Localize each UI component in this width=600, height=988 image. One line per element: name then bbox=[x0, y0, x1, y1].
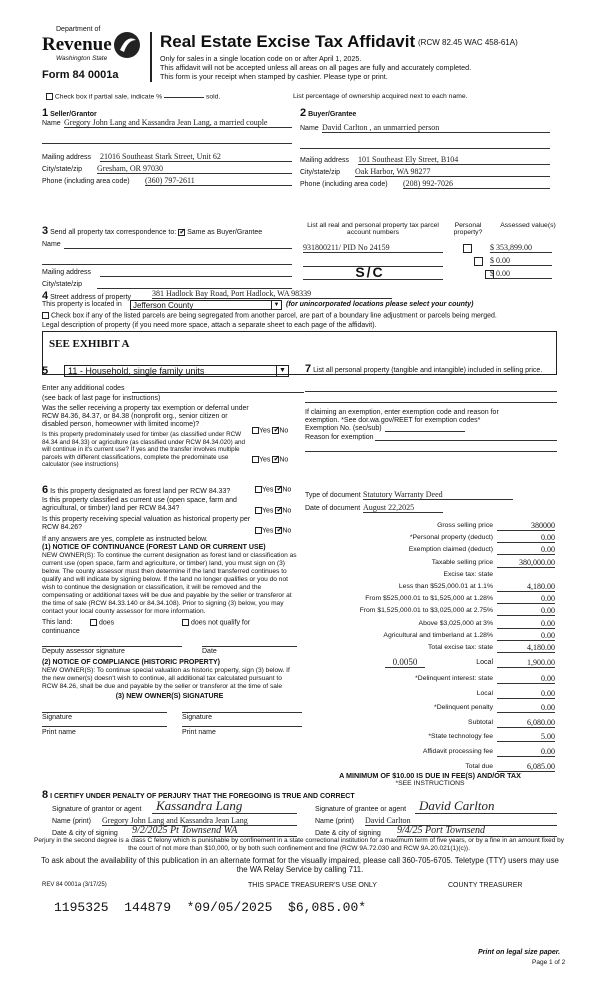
print-name-label: Print name bbox=[182, 729, 216, 736]
q-historic: Is this property receiving special valuation as historical property per RCW 84.26? bbox=[42, 516, 251, 531]
doc-type-label: Type of document bbox=[305, 492, 361, 499]
sold-label: sold. bbox=[205, 93, 221, 101]
forest-yes-checkbox[interactable] bbox=[255, 486, 262, 493]
notice-1-text: NEW OWNER(S): To continue the current designation as forest land or classification as current use (open space, farm and agriculture, or timber) land, you must sign on (3) below. The county assessor must then determine if the land transferred continues to qualify and will indicate by signing below. If the land no longer qualifies or you do not wish to continue the designation or classification, it will be removed and the compensating or additional taxes will be due and payable by the seller or transferor at the time of sale (RCW 84.33.140 or 84.34.108). Prior to signing (3) below, you may contact your local county assessor for more information. bbox=[42, 552, 297, 615]
page-title: Real Estate Excise Tax Affidavit bbox=[160, 32, 416, 51]
parcel-col-header: List all real and personal property tax parcel account numbers bbox=[307, 222, 439, 236]
tax-label: From $525,000.01 to $1,525,000 at 1.28% bbox=[365, 595, 493, 603]
corr-name-field[interactable] bbox=[64, 239, 292, 249]
section-3: 3 Send all property tax correspondence to: ✓ Same as Buyer/Grantee Name Mailing address City/state/zip bbox=[42, 225, 292, 293]
same-as-buyer-label: Same as Buyer/Grantee bbox=[187, 229, 263, 236]
q-forest: Is this property designated as forest land per RCW 84.33? bbox=[50, 488, 231, 495]
grantor-date-label: Date & city of signing bbox=[52, 830, 118, 837]
local-rate-field[interactable]: 0.0050 bbox=[385, 657, 425, 668]
corr-name-line2[interactable] bbox=[42, 253, 292, 265]
wa-logo-icon bbox=[112, 30, 142, 60]
reason-field-2[interactable] bbox=[305, 443, 557, 452]
doc-date-label: Date of document bbox=[305, 505, 361, 512]
yes-label: Yes bbox=[259, 456, 271, 464]
tax-label: Exemption claimed (deduct) bbox=[408, 546, 493, 554]
sig-grantor-field[interactable] bbox=[152, 798, 297, 814]
tax-label: Total excise tax: state bbox=[428, 644, 493, 651]
new-owner-print-2[interactable] bbox=[182, 725, 302, 727]
tax-value[interactable]: 0.00 bbox=[497, 631, 555, 641]
grantee-signature: David Carlton bbox=[419, 798, 495, 813]
personal-prop-field-1[interactable] bbox=[305, 381, 557, 392]
seller-phone-field[interactable]: (360) 797-2611 bbox=[145, 176, 292, 186]
same-as-buyer-checkbox[interactable] bbox=[178, 229, 185, 236]
q-current-use-answer bbox=[255, 507, 291, 515]
notice-2-heading: (2) NOTICE OF COMPLIANCE (HISTORIC PROPERTY) bbox=[42, 659, 220, 666]
tax-label: Gross selling price bbox=[437, 522, 493, 529]
continuance-label: continuance bbox=[42, 628, 80, 635]
grantor-date-field[interactable]: 9/2/2025 Pt Townsend WA bbox=[132, 825, 297, 837]
seller-phone-label: Phone (including area code) bbox=[42, 178, 130, 185]
section-1: 1 Seller/Grantor Name Gregory John Lang and Kassandra Jean Lang, a married couple Mailing address 21016 Southeast Stark Street, Unit 62 City/state/zip Gresham, OR 97030 Phone (including area code) (360) 797-2611 bbox=[42, 107, 292, 190]
revenue-label: Revenue bbox=[42, 34, 112, 55]
chevron-down-icon: ▼ bbox=[271, 301, 281, 309]
tax-row bbox=[305, 522, 555, 533]
buyer-mailing-field[interactable]: 101 Southeast Ely Street, B104 bbox=[358, 155, 550, 165]
corr-mailing-label: Mailing address bbox=[42, 269, 92, 276]
correspondence-label: Send all property tax correspondence to: bbox=[50, 229, 177, 236]
timber-yes-checkbox[interactable] bbox=[252, 456, 259, 463]
tax-row bbox=[305, 644, 555, 655]
does-checkbox[interactable] bbox=[90, 619, 97, 626]
q-historic-answer bbox=[255, 527, 291, 535]
legal-desc-label: Legal description of property (if you need more space, attach a separate sheet to each page of the affidavit). bbox=[42, 322, 377, 329]
segregated-label: Check box if any of the listed parcels are being segregated from another parcel, are part of a boundary line adjustment or parcels being merged. bbox=[50, 312, 497, 320]
buyer-name-field[interactable]: David Carlton , an unmarried person bbox=[322, 123, 550, 133]
corr-city-field[interactable] bbox=[97, 279, 292, 289]
grantee-date-label: Date & city of signing bbox=[315, 830, 381, 837]
tax-label: Excise tax: state bbox=[443, 570, 493, 578]
partial-sale-row bbox=[46, 93, 220, 100]
fee-row bbox=[305, 733, 555, 744]
deputy-sig-label: Deputy assessor signature bbox=[42, 648, 125, 655]
does-not-checkbox[interactable] bbox=[182, 619, 189, 626]
seller-name-label: Name bbox=[42, 120, 61, 127]
tax-value[interactable]: 0.00 bbox=[497, 545, 555, 555]
partial-sale-checkbox[interactable] bbox=[46, 93, 53, 100]
q-timber: Is this property predominately used for timber (as classified under RCW 84.34 and 84.33) or agriculture (as classified under RCW 84.34.020) and will continue in it's current use? If yes and the transfer involves multiple parcels with different classifications, complete the predominate use calculator (see instructions) bbox=[42, 431, 246, 468]
forest-no-checkbox[interactable] bbox=[275, 486, 282, 493]
land-use-value: 11 - Household, single family units bbox=[68, 366, 205, 376]
seller-mailing-field[interactable]: 21016 Southeast Stark Street, Unit 62 bbox=[100, 152, 292, 162]
fee-label: *State technology fee bbox=[428, 733, 493, 741]
assessed-3-field[interactable]: $ 0.00 bbox=[490, 269, 552, 279]
no-label: No bbox=[282, 486, 292, 494]
fee-label: *Delinquent penalty bbox=[434, 704, 493, 712]
doc-type-row bbox=[305, 492, 557, 502]
grantor-name-label: Name (print) bbox=[52, 818, 91, 825]
tax-row bbox=[305, 559, 555, 570]
fee-value[interactable]: 0.00 bbox=[497, 689, 555, 699]
tax-value[interactable]: 380000 bbox=[497, 521, 555, 531]
yes-label: Yes bbox=[259, 427, 271, 435]
tax-value[interactable]: 0.00 bbox=[497, 533, 555, 543]
grantee-date-field[interactable]: 9/4/25 Port Townsend bbox=[397, 825, 557, 837]
fee-value[interactable]: 6,085.00 bbox=[497, 762, 555, 772]
tax-row bbox=[305, 607, 555, 618]
exemption-instr: If claiming an exemption, enter exemption code and reason for exemption. *See dor.wa.gov/REET for exemption codes* bbox=[305, 409, 499, 424]
assessed-col-header: Assessed value(s) bbox=[500, 222, 556, 229]
land-use-select[interactable] bbox=[64, 365, 289, 377]
exemption-yes-checkbox[interactable] bbox=[252, 427, 259, 434]
personal-prop-field-2[interactable] bbox=[305, 392, 557, 403]
current-use-yes-checkbox[interactable] bbox=[255, 507, 262, 514]
print-name-label: Print name bbox=[42, 729, 76, 736]
tax-label: Less than $525,000.01 at 1.1% bbox=[398, 583, 493, 590]
sig-grantee-field[interactable] bbox=[415, 798, 557, 814]
notice-2-text: NEW OWNER(S): To continue special valuation as historic property, sign (3) below. If the new owner(s) doesn't wish to continue, all additional tax calculated pursuant to RCW 84.26, shall be due and payable by the seller or transferor at the time of sale bbox=[42, 667, 290, 690]
buyer-name-label: Name bbox=[300, 125, 319, 132]
tax-value[interactable]: 4,180.00 bbox=[497, 582, 555, 592]
personal-col-header: Personal property? bbox=[453, 222, 483, 236]
fee-value[interactable]: 0.00 bbox=[497, 747, 555, 757]
fee-row bbox=[305, 719, 555, 730]
historic-no-checkbox[interactable] bbox=[275, 527, 282, 534]
seller-name-field[interactable]: Gregory John Lang and Kassandra Jean Lang, a married couple bbox=[64, 118, 292, 128]
grantee-name-label: Name (print) bbox=[315, 818, 354, 825]
tax-row bbox=[305, 632, 555, 643]
yes-label: Yes bbox=[262, 486, 274, 494]
segregated-checkbox[interactable] bbox=[42, 312, 49, 319]
does-label: does bbox=[98, 619, 115, 627]
q-exemption: Was the seller receiving a property tax exemption or deferral under RCW 84.36, 84.37, or 84.38 (nonprofit org., senior citizen or disabled person, homeowner with limited income)? bbox=[42, 405, 249, 428]
seller-mailing-label: Mailing address bbox=[42, 154, 92, 161]
header-divider bbox=[150, 32, 152, 82]
fee-row bbox=[305, 690, 555, 701]
receipt-stamp: 1195325 144879 *09/05/2025 $6,085.00* bbox=[54, 900, 367, 915]
local-value[interactable]: 1,900.00 bbox=[497, 658, 555, 668]
seller-city-label: City/state/zip bbox=[42, 166, 83, 173]
reason-label: Reason for exemption bbox=[305, 434, 374, 441]
fee-row bbox=[305, 675, 555, 686]
dept-label: Department of bbox=[56, 26, 101, 33]
does-not-label: does not qualify for bbox=[190, 619, 251, 627]
grantor-signature: Kassandra Lang bbox=[156, 798, 243, 813]
county-select[interactable] bbox=[130, 300, 282, 310]
fee-label: *Delinquent interest: state bbox=[415, 675, 493, 682]
buyer-heading: Buyer/Grantee bbox=[308, 111, 357, 118]
reason-field[interactable] bbox=[375, 433, 557, 441]
partial-pct-field[interactable] bbox=[164, 97, 204, 98]
corr-city-label: City/state/zip bbox=[42, 281, 83, 288]
q-exemption-answer bbox=[252, 427, 288, 434]
yes-label: Yes bbox=[262, 527, 274, 535]
tax-row bbox=[305, 571, 555, 582]
grantor-name-field[interactable]: Gregory John Lang and Kassandra Jean Lang bbox=[102, 816, 297, 826]
q-timber-answer bbox=[252, 456, 288, 463]
tax-value[interactable]: 0.00 bbox=[497, 606, 555, 616]
county-value: Jefferson County bbox=[133, 301, 194, 310]
pct-note: List percentage of ownership acquired next to each name. bbox=[293, 93, 468, 100]
local-row bbox=[305, 659, 555, 670]
tax-row bbox=[305, 583, 555, 594]
tax-label: Taxable selling price bbox=[431, 558, 493, 566]
fee-row bbox=[305, 748, 555, 759]
fee-label: Local bbox=[476, 689, 493, 697]
sig-grantee-label: Signature of grantee or agent bbox=[315, 806, 407, 813]
section-6: 6 Is this property designated as forest land per RCW 84.33? Yes ✓ No Is this property classified as current use (open space, farm and agricultural, or timber) land per RCW 84.34? Yes ✓ No Is this property receiving special valuation as historical property per RCW 84.26? Yes ✓ No If any answers are yes, complete as instructed below. (1) NOTICE OF CONTINUANCE (FOREST LAND OR CURRENT USE) NEW OWNER(S): To continue the current designation as forest land or classification as current use (open space, farm and agriculture, or timber) land, you must sign on (3) below. The county assessor must then determine if the land transferred continues to qualify and will indicate by signing below. If the land no longer qualifies or you do not wish to continue the designation or classification, it will be removed and the compensating or additional taxes will be due and payable by the seller or transferor at the time of sale (RCW 84.33.140 or 84.34.108). Prior to signing (3) below, you may contact your local county assessor for more information. This land: does does not qualify for continuance Deputy assessor signature Date (2) NOTICE OF COMPLIANCE (HISTORIC PROPERTY) NEW OWNER(S): To continue special valuation as historic property, sign (3) below. If the new owner(s) doesn't wish to continue, all additional tax calculated pursuant to RCW 84.26, shall be due and payable by the seller or transferor at the time of sale (3) NEW OWNER(S) SIGNATURE Signature Signature Print name Print name bbox=[42, 486, 304, 741]
see-last-note: (see back of last page for instructions) bbox=[42, 395, 161, 402]
buyer-city-label: City/state/zip bbox=[300, 169, 341, 176]
doc-date-field[interactable]: August 22,2025 bbox=[363, 503, 443, 513]
current-use-no-checkbox[interactable] bbox=[275, 507, 282, 514]
deputy-date-field[interactable] bbox=[202, 645, 297, 647]
exemption-no-field[interactable] bbox=[385, 424, 465, 432]
fee-label: Total due bbox=[465, 762, 493, 770]
street-label: Street address of property bbox=[50, 294, 132, 301]
buyer-mailing-label: Mailing address bbox=[300, 157, 350, 164]
exemption-no-checkbox[interactable] bbox=[272, 427, 279, 434]
q-current-use: Is this property classified as current use (open space, farm and agricultural, or timber) land per RCW 84.34? bbox=[42, 497, 237, 512]
page-number: Page 1 of 2 bbox=[532, 959, 566, 966]
local-label: Local bbox=[476, 659, 493, 666]
fee-value[interactable]: 5.00 bbox=[497, 732, 555, 742]
seller-city-field[interactable]: Gresham, OR 97030 bbox=[97, 164, 292, 174]
sc-stamp: S/C bbox=[355, 264, 385, 280]
fee-label: Affidavit processing fee bbox=[422, 748, 493, 755]
doc-type-field[interactable]: Statutory Warranty Deed bbox=[363, 490, 513, 500]
seller-name-line2[interactable] bbox=[42, 132, 292, 144]
county-treasurer: COUNTY TREASURER bbox=[448, 882, 523, 889]
header-line1: Only for sales in a single location code on or after April 1, 2025. bbox=[160, 54, 362, 63]
add-codes-label: Enter any additional codes bbox=[42, 385, 125, 392]
yes-label: Yes bbox=[262, 507, 274, 515]
buyer-phone-field[interactable]: (208) 992-7026 bbox=[403, 179, 550, 189]
deputy-sig-field[interactable] bbox=[42, 645, 182, 647]
if-yes-note: If any answers are yes, complete as instructed below. bbox=[42, 536, 208, 543]
section-7: 7 List all personal property (tangible and intangible) included in selling price. If claiming an exemption, enter exemption code and reason for exemption. *See dor.wa.gov/REET for exemption codes* Exemption No. (sec/sub) Reason for exemption bbox=[305, 365, 557, 452]
section-5: 5 11 - Household, single family units ▼ Enter any additional codes (see back of last page for instructions) Was the seller receiving a property tax exemption or deferral under RCW 84.36, 84.37, or 84.38 (nonprofit org., senior citizen or disabled person, homeowner with limited income)? Yes ✓ No Is this property predominately used for timber (as classified under RCW 84.34 and 84.33) or agriculture (as classified under RCW 84.34.020) and will continue in it's current use? If yes and the transfer involves multiple parcels with different classifications, complete the predominate use calculator (see instructions) Yes ✓ No bbox=[42, 365, 304, 469]
new-owner-sig-2[interactable] bbox=[182, 711, 302, 713]
located-label: This property is located in bbox=[42, 301, 122, 308]
personal-1-checkbox[interactable] bbox=[463, 244, 472, 253]
personal-prop-label: List all personal property (tangible and intangible) included in selling price. bbox=[313, 367, 543, 374]
no-label: No bbox=[282, 527, 292, 535]
see-instructions: *SEE INSTRUCTIONS bbox=[395, 780, 465, 787]
form-number: Form 84 0001a bbox=[42, 69, 119, 81]
fee-value[interactable]: 0.00 bbox=[497, 674, 555, 684]
no-label: No bbox=[279, 456, 289, 464]
tax-label: *Personal property (deduct) bbox=[409, 534, 493, 542]
certify-text: I CERTIFY UNDER PENALTY OF PERJURY THAT THE FOREGOING IS TRUE AND CORRECT bbox=[50, 793, 355, 800]
signature-label: Signature bbox=[182, 714, 212, 721]
tax-label: From $1,525,000.01 to $3,025,000 at 2.75% bbox=[359, 607, 493, 615]
tax-value[interactable]: 380,000.00 bbox=[497, 558, 555, 568]
legal-size-note: Print on legal size paper. bbox=[478, 949, 561, 956]
grantee-name-field[interactable]: David Carlton bbox=[365, 816, 557, 826]
corr-name-label: Name bbox=[42, 241, 61, 248]
street-field[interactable]: 381 Hadlock Bay Road, Port Hadlock, WA 98339 bbox=[152, 289, 392, 299]
legal-desc-value: SEE EXHIBIT A bbox=[49, 338, 130, 350]
section-2: 2 Buyer/Grantee Name David Carlton , an unmarried person Mailing address 101 Southeast Ely Street, B104 City/state/zip Oak Harbor, WA 98277 Phone (including area code) (208) 992-7026 bbox=[300, 107, 550, 193]
notice-1-heading: (1) NOTICE OF CONTINUANCE (FOREST LAND OR CURRENT USE) bbox=[42, 544, 266, 551]
uninc-note: (for unincorporated locations please select your county) bbox=[286, 301, 474, 308]
seller-heading: Seller/Grantor bbox=[50, 111, 97, 118]
section-4: 4 Street address of property 381 Hadlock Bay Road, Port Hadlock, WA 98339 This property is located in Jefferson County ▼ (for unincorporated locations please select your county) Check box if any of the listed parcels are being segregated from another parcel, are part of a boundary line adjustment or parcels being merged. Legal description of property (if you need more space, attach a separate sheet to each page of the affidavit). SEE EXHIBIT A bbox=[42, 290, 557, 375]
partial-sale-label: Check box if partial sale, indicate % bbox=[54, 93, 163, 101]
tax-row bbox=[305, 595, 555, 606]
state-label: Washington State bbox=[56, 55, 108, 62]
revision-label: REV 84 0001a (3/17/25) bbox=[42, 882, 107, 888]
doc-date-row bbox=[305, 505, 557, 515]
tax-value[interactable]: 0.00 bbox=[497, 594, 555, 604]
header-line2: This affidavit will not be accepted unless all areas on all pages are fully and accurately completed. bbox=[160, 63, 472, 72]
header-line3: This form is your receipt when stamped by cashier. Please type or print. bbox=[160, 72, 388, 81]
perjury-text-value: Perjury in the second degree is a class C felony which is punishable by confinement in a state correctional institution for a maximum term of five years, or by a fine in an amount fixed by the court of not more than $10,000, or by both such confinement and fine (RCW 9A.72.030 and RCW 9A.20.021(1)(c)). bbox=[34, 837, 565, 852]
tax-label: Agricultural and timberland at 1.28% bbox=[383, 631, 493, 639]
personal-2-checkbox[interactable] bbox=[474, 257, 483, 266]
timber-no-checkbox[interactable] bbox=[272, 456, 279, 463]
deputy-date-label: Date bbox=[202, 648, 217, 655]
accessibility-note: To ask about the availability of this publication in an alternate format for the visually impaired, please call 360-705-6705. Teletype (TTY) users may use the WA Relay Service by calling 711. bbox=[41, 856, 559, 874]
buyer-name-line2[interactable] bbox=[300, 137, 550, 149]
add-codes-field[interactable] bbox=[132, 385, 304, 393]
buyer-city-field[interactable]: Oak Harbor, WA 98277 bbox=[355, 167, 550, 177]
notice-3-heading: (3) NEW OWNER(S) SIGNATURE bbox=[115, 693, 224, 700]
sig-grantor-label: Signature of grantor or agent bbox=[52, 806, 142, 813]
tax-row bbox=[305, 620, 555, 631]
fee-row bbox=[305, 704, 555, 715]
exemption-no-label: Exemption No. (sec/sub) bbox=[305, 425, 382, 432]
no-label: No bbox=[282, 507, 292, 515]
this-land-label: This land: bbox=[42, 619, 73, 626]
new-owner-print-1[interactable] bbox=[42, 725, 167, 727]
fee-value[interactable]: 6,080.00 bbox=[497, 718, 555, 728]
section-8: 8 I CERTIFY UNDER PENALTY OF PERJURY THAT THE FOREGOING IS TRUE AND CORRECT Signature of grantor or agent Kassandra Lang Signature of grantee or agent David Carlton Name (print) Gregory John Lang and Kassandra Jean Lang Name (print) David Carlton Date & city of signing 9/2/2025 Pt Townsend WA Date & city of signing 9/4/25 Port Townsend bbox=[42, 789, 557, 839]
rcw-label: (RCW 82.45 WAC 458-61A) bbox=[418, 38, 518, 47]
minimum-note: A MINIMUM OF $10.00 IS DUE IN FEE(S) AND/OR TAX bbox=[339, 771, 521, 780]
assessed-1-field[interactable]: $ 353,899.00 bbox=[490, 243, 552, 253]
tax-row bbox=[305, 546, 555, 557]
fee-value[interactable]: 0.00 bbox=[497, 703, 555, 713]
assessed-2-field[interactable]: $ 0.00 bbox=[490, 256, 552, 266]
fee-label: Subtotal bbox=[468, 718, 493, 726]
tax-row bbox=[305, 534, 555, 545]
new-owner-sig-1[interactable] bbox=[42, 711, 167, 713]
corr-mailing-field[interactable] bbox=[100, 267, 292, 277]
tax-value[interactable]: 4,180.00 bbox=[497, 643, 555, 653]
chevron-down-icon: ▼ bbox=[276, 366, 288, 376]
signature-label: Signature bbox=[42, 714, 72, 721]
q-forest-answer bbox=[255, 486, 291, 494]
buyer-phone-label: Phone (including area code) bbox=[300, 181, 388, 188]
tax-value[interactable]: 0.00 bbox=[497, 619, 555, 629]
no-label: No bbox=[279, 427, 289, 435]
parcel-1-field[interactable]: 931800211/ PID No 24159 bbox=[303, 243, 443, 253]
historic-yes-checkbox[interactable] bbox=[255, 527, 262, 534]
tax-label: Above $3,025,000 at 3% bbox=[418, 619, 493, 627]
treasurer-only: THIS SPACE TREASURER'S USE ONLY bbox=[248, 882, 377, 889]
perjury-text bbox=[34, 837, 564, 852]
